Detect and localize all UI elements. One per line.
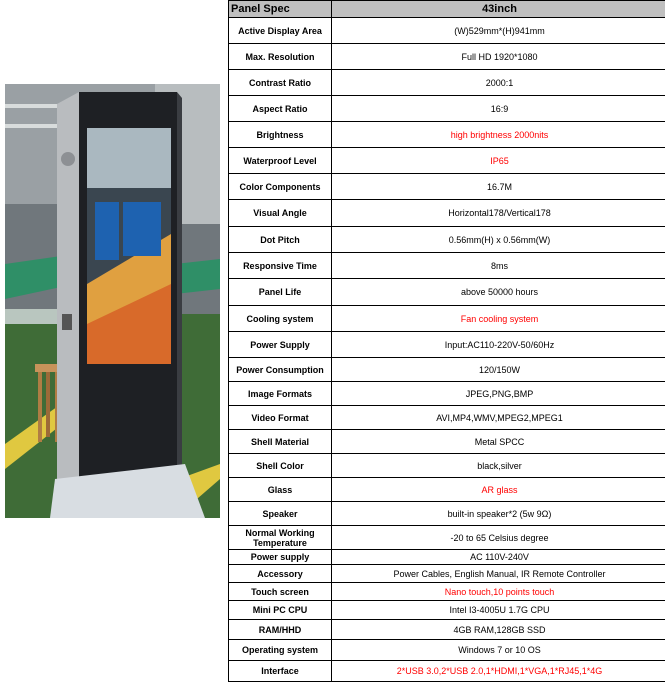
spec-value: Windows 7 or 10 OS [332,640,665,661]
spec-value: 2000:1 [332,70,665,96]
spec-label: Panel Life [229,279,332,306]
spec-label: Glass [229,478,332,502]
spec-value: 8ms [332,253,665,279]
spec-value: Nano touch,10 points touch [332,583,665,601]
spec-label: Shell Color [229,454,332,478]
spec-value: IP65 [332,148,665,174]
table-row [229,148,665,174]
spec-label: Responsive Time [229,253,332,279]
spec-label: Visual Angle [229,200,332,227]
spec-label: Interface [229,661,332,682]
table-row [229,502,665,526]
table-row [229,478,665,502]
spec-value: (W)529mm*(H)941mm [332,18,665,44]
spec-label: Power Supply [229,332,332,358]
spec-label: Video Format [229,406,332,430]
spec-label: Operating system [229,640,332,661]
spec-value: JPEG,PNG,BMP [332,382,665,406]
table-row [229,122,665,148]
table-row [229,332,665,358]
table-row [229,565,665,583]
spec-value: Metal SPCC [332,430,665,454]
spec-value: black,silver [332,454,665,478]
table-row [229,253,665,279]
spec-label: Cooling system [229,306,332,332]
table-row [229,620,665,640]
spec-value: high brightness 2000nits [332,122,665,148]
table-row [229,601,665,620]
spec-label: Contrast Ratio [229,70,332,96]
spec-value: above 50000 hours [332,279,665,306]
spec-value: Input:AC110-220V-50/60Hz [332,332,665,358]
table-row [229,44,665,70]
spec-label: Max. Resolution [229,44,332,70]
spec-value: 2*USB 3.0,2*USB 2.0,1*HDMI,1*VGA,1*RJ45,1*4G [332,661,665,682]
table-row [229,430,665,454]
table-header-row [229,1,665,18]
table-row [229,382,665,406]
spec-value: 120/150W [332,358,665,382]
spec-label: Dot Pitch [229,227,332,253]
spec-label: Aspect Ratio [229,96,332,122]
table-row [229,227,665,253]
spec-value: 16:9 [332,96,665,122]
spec-label: Color Components [229,174,332,200]
table-row [229,454,665,478]
table-row [229,406,665,430]
table-row [229,200,665,227]
spec-label: Mini PC CPU [229,601,332,620]
spec-value: AR glass [332,478,665,502]
spec-label: Active Display Area [229,18,332,44]
table-row [229,550,665,565]
product-photo [5,84,220,518]
spec-value: 0.56mm(H) x 0.56mm(W) [332,227,665,253]
spec-value: Horizontal178/Vertical178 [332,200,665,227]
spec-label: Brightness [229,122,332,148]
spec-label: Accessory [229,565,332,583]
spec-label: Shell Material [229,430,332,454]
header-value: 43inch [332,1,665,18]
table-row [229,174,665,200]
spec-label: Touch screen [229,583,332,601]
spec-value: -20 to 65 Celsius degree [332,526,665,550]
spec-value: 16.7M [332,174,665,200]
table-row [229,70,665,96]
table-row [229,306,665,332]
spec-label: RAM/HHD [229,620,332,640]
spec-label: Power Consumption [229,358,332,382]
spec-label: Waterproof Level [229,148,332,174]
table-row [229,279,665,306]
spec-value: built-in speaker*2 (5w 9Ω) [332,502,665,526]
spec-label: Power supply [229,550,332,565]
table-row [229,583,665,601]
table-row [229,358,665,382]
spec-value: AVI,MP4,WMV,MPEG2,MPEG1 [332,406,665,430]
spec-label: Normal Working Temperature [229,526,332,550]
spec-value: Fan cooling system [332,306,665,332]
header-label: Panel Spec [229,1,332,18]
spec-table [228,0,665,682]
spec-value: Power Cables, English Manual, IR Remote Controller [332,565,665,583]
table-row [229,526,665,550]
spec-value: 4GB RAM,128GB SSD [332,620,665,640]
spec-label: Speaker [229,502,332,526]
spec-value: AC 110V-240V [332,550,665,565]
table-row [229,18,665,44]
spec-value: Intel I3-4005U 1.7G CPU [332,601,665,620]
spec-label: Image Formats [229,382,332,406]
table-row [229,661,665,682]
spec-value: Full HD 1920*1080 [332,44,665,70]
table-row [229,96,665,122]
table-row [229,640,665,661]
